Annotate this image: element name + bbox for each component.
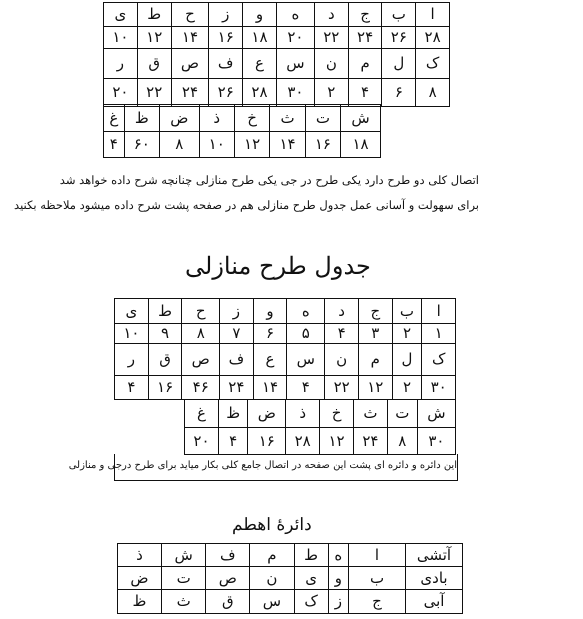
top-table [103,2,450,107]
table-cell: ج [358,299,392,324]
table-cell: ب [392,299,422,324]
table-row [115,324,456,344]
table-cell: ظ [218,400,247,428]
table-cell: ف [206,544,250,567]
manazil-table [114,298,456,400]
table-cell: ف [220,344,254,376]
page-title: جدول طرح منازلی [185,252,371,280]
table-cell: ج [349,590,406,614]
table-cell: ف [209,49,243,79]
table-cell: ۸ [416,79,450,107]
table-cell: ۲۲ [325,376,359,400]
table-cell: ۲۴ [354,428,388,455]
table-row [104,79,450,107]
table-cell: خ [234,105,269,132]
table-cell: د [325,299,359,324]
table-row [118,544,463,567]
table-cell: ق [148,344,182,376]
table-cell: ۲۴ [171,79,209,107]
table-cell: ۱۴ [171,27,209,49]
table-cell: ض [248,400,286,428]
section-title: دائرهٔ اهطم [232,515,312,535]
table-cell: ۹ [148,324,182,344]
table-cell: ۲ [392,324,422,344]
table-row [185,428,456,455]
table-cell: ۲۸ [286,428,320,455]
table-cell: ۱ [422,324,456,344]
table-cell: و [243,3,277,27]
table-cell: ی [294,567,328,590]
table-cell: ۱۲ [234,132,269,158]
table-cell: ط [294,544,328,567]
table-cell: س [250,590,294,614]
table-cell: ۴ [287,376,325,400]
table-cell: ۱۴ [270,132,305,158]
table-cell: ت [387,400,417,428]
table-cell: ۴ [325,324,359,344]
table-cell: آتشی [406,544,463,567]
table-cell: ۲۶ [382,27,416,49]
table-cell: ح [182,299,220,324]
table-row [185,400,456,428]
paragraph-line-1: اتصال کلی دو طرح دارد یکی طرح در جی یکی طرح منازلی چنانچه شرح داده خواهد شد [59,173,479,187]
table-cell: ث [270,105,305,132]
table-cell: و [328,567,348,590]
manazil-table-lower [184,399,456,455]
table-cell: ذ [199,105,234,132]
table-cell: د [314,3,348,27]
table-cell: ن [250,567,294,590]
table-cell: ۱۶ [209,27,243,49]
table-cell: ت [305,105,340,132]
table-cell: ق [206,590,250,614]
table-cell: ص [206,567,250,590]
table-cell: ۱۶ [148,376,182,400]
table-cell: ۵ [287,324,325,344]
table-cell: ۳۰ [417,428,455,455]
table-row [115,376,456,400]
table-cell: ب [382,3,416,27]
table-cell: ۲۶ [209,79,243,107]
table-cell: ض [159,105,199,132]
table-cell: ث [161,590,205,614]
table-row [104,27,450,49]
table-row [104,105,381,132]
table-cell: ۷ [220,324,254,344]
table-cell: ظ [124,105,159,132]
table-row [118,567,463,590]
table-cell: ۲۲ [137,79,171,107]
table-row [104,49,450,79]
table-row [104,3,450,27]
table-cell: ۶ [253,324,287,344]
table-cell: ی [104,3,138,27]
table-cell: ص [171,49,209,79]
table-cell: ۲۰ [104,79,138,107]
table-cell: و [253,299,287,324]
dairah-table [117,543,463,614]
table-cell: ۲ [314,79,348,107]
table-cell: ل [392,344,422,376]
table-cell: ل [382,49,416,79]
table-cell: ۲ [392,376,422,400]
table-cell: ر [104,49,138,79]
table-cell: ض [118,567,162,590]
table-cell: ذ [118,544,162,567]
table-cell: ۱۰ [199,132,234,158]
table-cell: ۱۲ [358,376,392,400]
table-cell: ت [161,567,205,590]
table-cell: ۱۲ [137,27,171,49]
table-row [115,299,456,324]
table-cell: ع [243,49,277,79]
table-cell: ۸ [182,324,220,344]
table-cell: س [276,49,314,79]
table-cell: ز [209,3,243,27]
table-cell: ه [276,3,314,27]
table-cell: ۳۰ [276,79,314,107]
table-cell: ۶ [382,79,416,107]
table-cell: ق [137,49,171,79]
table-cell: ط [148,299,182,324]
table-cell: ظ [118,590,162,614]
table-row [104,132,381,158]
table-cell: ش [161,544,205,567]
table-row [115,344,456,376]
table-cell: ح [171,3,209,27]
table-cell: ن [314,49,348,79]
table-cell: ۲۲ [314,27,348,49]
table-cell: ا [416,3,450,27]
table-cell: ا [349,544,406,567]
table-cell: ۲۰ [185,428,219,455]
table-cell: ۲۸ [243,79,277,107]
table-cell: ی [115,299,149,324]
table-cell: ک [422,344,456,376]
table-cell: ۴ [218,428,247,455]
table-cell: ۱۰ [115,324,149,344]
table-cell: آبی [406,590,463,614]
table-cell: ز [328,590,348,614]
table-cell: م [250,544,294,567]
table-cell: ه [287,299,325,324]
table-row [118,590,463,614]
table-cell: غ [104,105,125,132]
table-cell: ۲۸ [416,27,450,49]
table-cell: ز [220,299,254,324]
paragraph-line-2: برای سهولت و آسانی عمل جدول طرح منازلی هم در صفحه پشت شرح داده میشود ملاحظه بکنید [14,198,479,212]
table-cell: ۱۸ [243,27,277,49]
table-cell: ص [182,344,220,376]
table-cell: ر [115,344,149,376]
table-cell: ۴۶ [182,376,220,400]
table-cell: ط [137,3,171,27]
table-cell: ک [294,590,328,614]
table-cell: ۸ [159,132,199,158]
table-cell: ه [328,544,348,567]
table-cell: ۳۰ [422,376,456,400]
table-cell: ۸ [387,428,417,455]
table-cell: م [358,344,392,376]
table-cell: ث [354,400,388,428]
table-cell: ۲۴ [348,27,382,49]
table-cell: ک [416,49,450,79]
table-cell: ۳ [358,324,392,344]
table-cell: ۱۶ [305,132,340,158]
table-cell: ج [348,3,382,27]
table-cell: ش [417,400,455,428]
table-cell: س [287,344,325,376]
table-cell: ۱۴ [253,376,287,400]
table-cell: ذ [286,400,320,428]
table-cell: م [348,49,382,79]
table-cell: ۲۴ [220,376,254,400]
table-caption: این دائره و دائره ای پشت این صفحه در اتصال جامع کلی بکار میاید برای طرح درجی و منازلی [114,454,458,481]
table-cell: ۶۰ [124,132,159,158]
table-cell: ۱۸ [341,132,381,158]
table-cell: ۴ [115,376,149,400]
table-cell: ۴ [104,132,125,158]
top-table-lower [103,104,381,158]
table-cell: ۱۲ [320,428,354,455]
table-cell: ن [325,344,359,376]
table-cell: خ [320,400,354,428]
table-cell: غ [185,400,219,428]
table-cell: ۲۰ [276,27,314,49]
table-cell: ۱۶ [248,428,286,455]
table-cell: ۴ [348,79,382,107]
table-cell: ب [349,567,406,590]
table-cell: ا [422,299,456,324]
table-cell: ش [341,105,381,132]
table-cell: ع [253,344,287,376]
table-cell: بادی [406,567,463,590]
table-cell: ۱۰ [104,27,138,49]
